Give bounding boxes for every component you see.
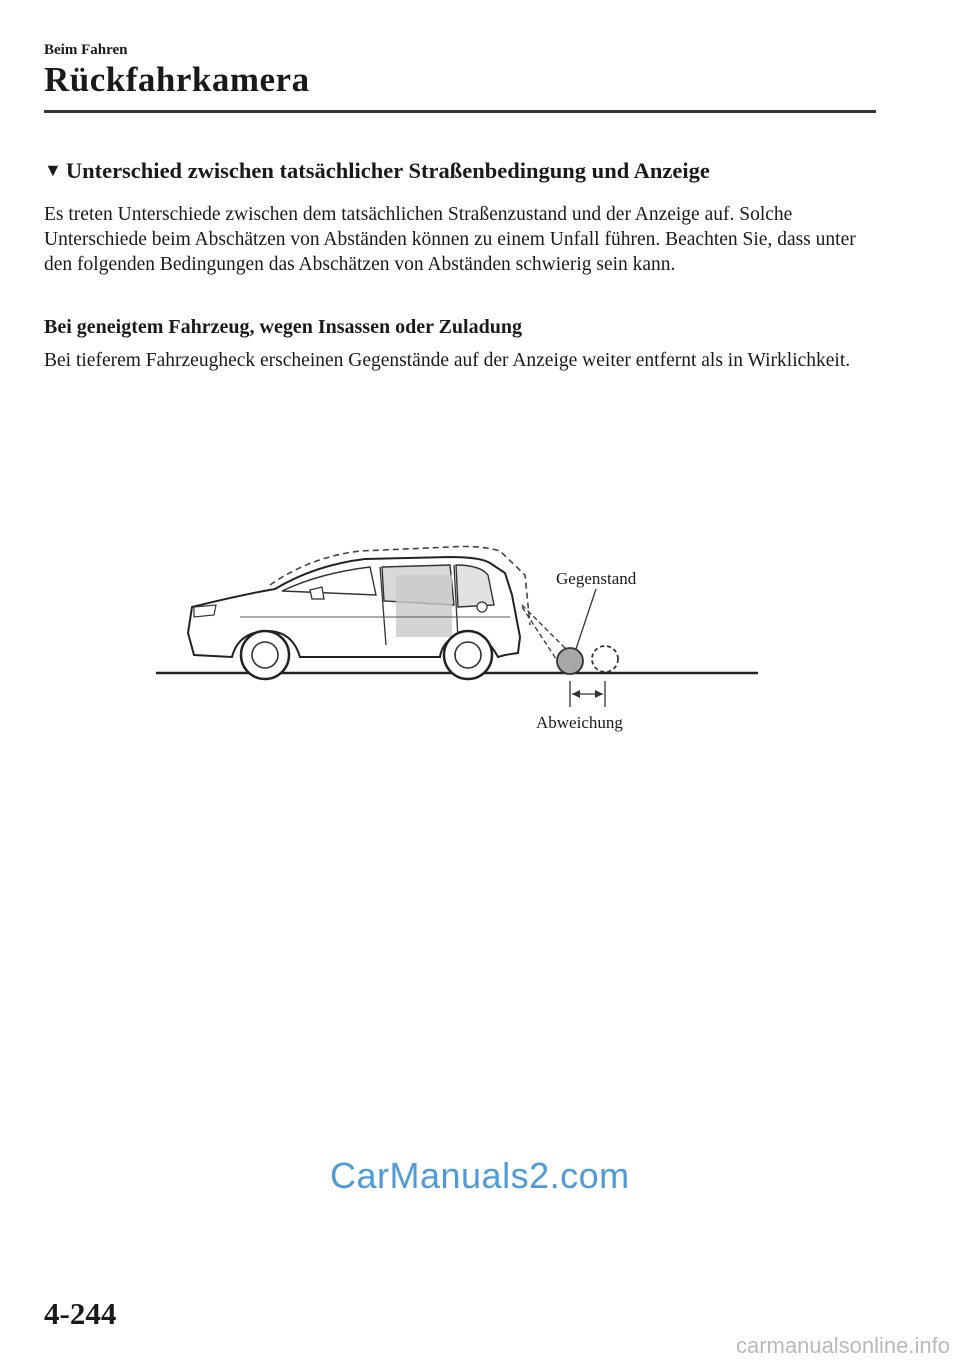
page-title: Rückfahrkamera — [44, 60, 310, 99]
chapter-label: Beim Fahren — [44, 42, 128, 58]
car-illustration — [150, 535, 770, 755]
section-heading — [44, 158, 710, 184]
footer-url: carmanualsonline.info — [735, 1333, 950, 1358]
object-label: Gegenstand — [556, 569, 637, 588]
header-divider — [44, 110, 876, 113]
watermark: CarManuals2.com — [330, 1155, 630, 1196]
triangle-bullet-icon: ▼ — [44, 160, 62, 180]
body-paragraph: Bei tieferem Fahrzeugheck erscheinen Gegenstände auf der Anzeige weiter entfernt als in Wirklichkeit. — [44, 350, 851, 371]
page-number: 4-244 — [44, 1296, 117, 1331]
car-illustration-svg — [150, 535, 770, 755]
section-heading-text: Unterschied zwischen tatsächlicher Straßenbedingung und Anzeige — [65, 158, 710, 183]
subheading: Bei geneigtem Fahrzeug, wegen Insassen oder Zuladung — [44, 316, 522, 338]
deviation-label: Abweichung — [536, 713, 623, 732]
intro-paragraph: Es treten Unterschiede zwischen dem tatsächlichen Straßenzustand und der Anzeige auf. Solche Unterschiede beim Abschätzen von Abständen können zu einem Unfall führen. Beachten Sie, dass unter den folgenden Bedingungen das Abschätzen von Abständen schwierig sein kann. — [44, 204, 856, 275]
